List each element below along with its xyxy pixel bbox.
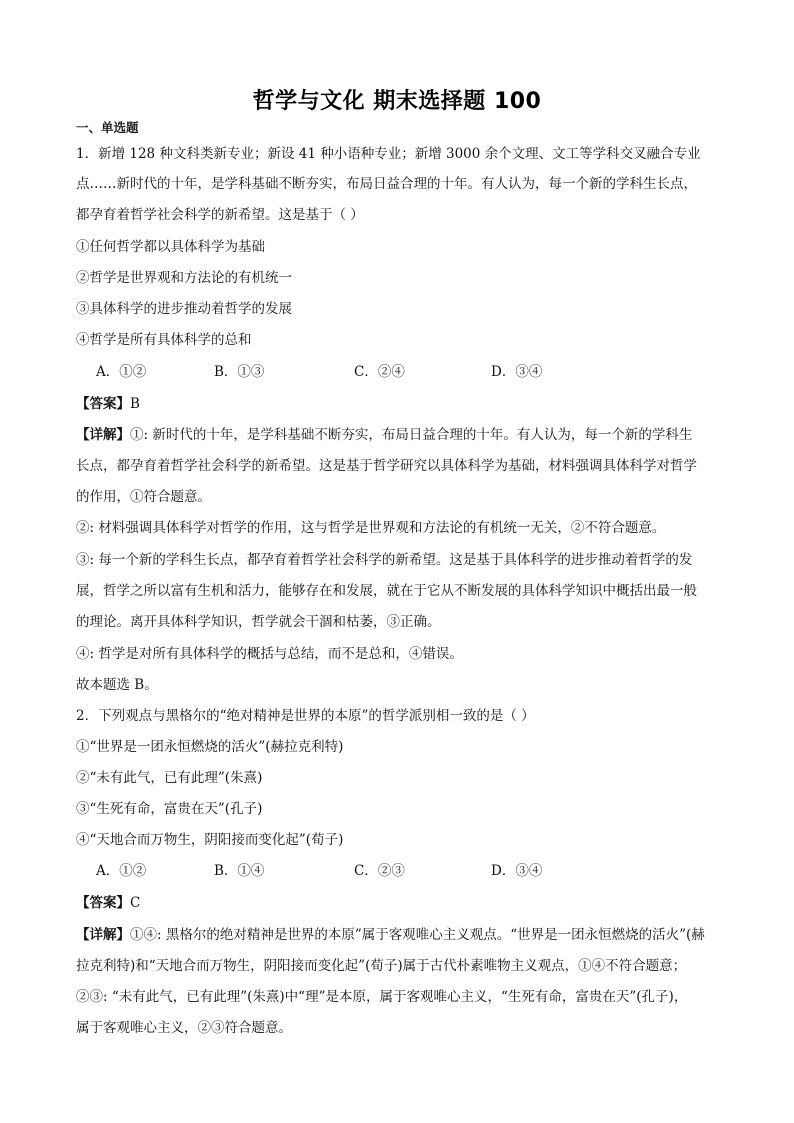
statement-item: ②“未有此气，已有此理”(朱熹) <box>76 770 263 786</box>
explanation-line <box>76 425 736 445</box>
option-a: A．①② <box>96 863 147 879</box>
explanation-tag: 【详解】 <box>76 927 130 943</box>
answer-tag: 【答案】 <box>76 895 130 911</box>
question-stem-line: 2．下列观点与黑格尔的“绝对精神是世界的本原”的哲学派别相一致的是（ ） <box>76 708 535 724</box>
statement-item: ③“生死有命，富贵在天”(孔子) <box>76 801 263 817</box>
explanation-line: 的理论。离开具体科学知识，哲学就会干涸和枯萎，③正确。 <box>76 614 441 630</box>
explanation-line <box>76 925 736 945</box>
section-heading: 一、单选题 <box>76 120 139 135</box>
option-a: A．①② <box>96 364 147 380</box>
statement-item: ①“世界是一团永恒燃烧的活火”(赫拉克利特) <box>76 739 344 755</box>
explanation-line: ③: 每一个新的学科生长点，都孕育着哲学社会科学的新希望。这是基于具体科学的进步推动着哲学的发 <box>76 552 693 568</box>
option-d: D．③④ <box>491 863 543 879</box>
explanation-line: 故本题选 B。 <box>76 677 158 693</box>
answer-value: C <box>130 895 141 911</box>
option-b: B．①④ <box>214 863 265 879</box>
statement-item: ④“天地合而万物生，阴阳接而变化起”(荀子) <box>76 832 344 848</box>
statement-item: ②哲学是世界观和方法论的有机统一 <box>76 270 292 286</box>
explanation-line: 拉克利特)和“天地合而万物生，阴阳接而变化起”(荀子)属于古代朴素唯物主义观点，①④不符合题意； <box>76 958 687 974</box>
statement-item: ④哲学是所有具体科学的总和 <box>76 332 252 348</box>
explanation-line: ②: 材料强调具体科学对哲学的作用，这与哲学是世界观和方法论的有机统一无关，②不符合题意。 <box>76 520 666 536</box>
explanation-line: 展，哲学之所以富有生机和活力，能够存在和发展，就在于它从不断发展的具体科学知识中概括出最一般 <box>76 583 697 599</box>
option-b: B．①③ <box>214 364 265 380</box>
explanation-line: ④: 哲学是对所有具体科学的概括与总结，而不是总和，④错误。 <box>76 646 463 662</box>
explanation-tag: 【详解】 <box>76 427 130 443</box>
explanation-line: 的作用，①符合题意。 <box>76 489 211 505</box>
answer-value: B <box>130 396 140 412</box>
question-stem-line: 点……新时代的十年，是学科基础不断夯实，布局日益合理的十年。有人认为，每一个新的学科生长点， <box>76 176 697 192</box>
explanation-text: ①: 新时代的十年，是学科基础不断夯实，布局日益合理的十年。有人认为，每一个新的学科生 <box>130 427 693 443</box>
answer-tag: 【答案】 <box>76 396 130 412</box>
explanation-line: ②③: “未有此气，已有此理”(朱熹)中“理”是本原，属于客观唯心主义，“生死有命，富贵在天”(孔子)， <box>76 989 688 1005</box>
answer-line <box>76 394 736 414</box>
answer-line <box>76 893 736 913</box>
explanation-line: 属于客观唯心主义，②③符合题意。 <box>76 1020 292 1036</box>
option-d: D．③④ <box>491 364 543 380</box>
question-stem-line: 都孕育着哲学社会科学的新希望。这是基于（ ） <box>76 207 364 223</box>
question-stem-line: 1．新增 128 种文科类新专业；新设 41 种小语种专业；新增 3000 余个文理、文工等学科交叉融合专业 <box>76 146 701 162</box>
option-c: C．②④ <box>354 364 405 380</box>
explanation-line: 长点，都孕育着哲学社会科学的新希望。这是基于哲学研究以具体科学为基础，材料强调具体科学对哲学 <box>76 458 697 474</box>
option-c: C．②③ <box>354 863 405 879</box>
statement-item: ①任何哲学都以具体科学为基础 <box>76 239 265 255</box>
explanation-text: ①④: 黑格尔的绝对精神是世界的本原”属于客观唯心主义观点。“世界是一团永恒燃烧的活火”(赫 <box>130 927 705 943</box>
page-title: 哲学与文化 期末选择题 100 <box>252 89 542 114</box>
statement-item: ③具体科学的进步推动着哲学的发展 <box>76 301 292 317</box>
